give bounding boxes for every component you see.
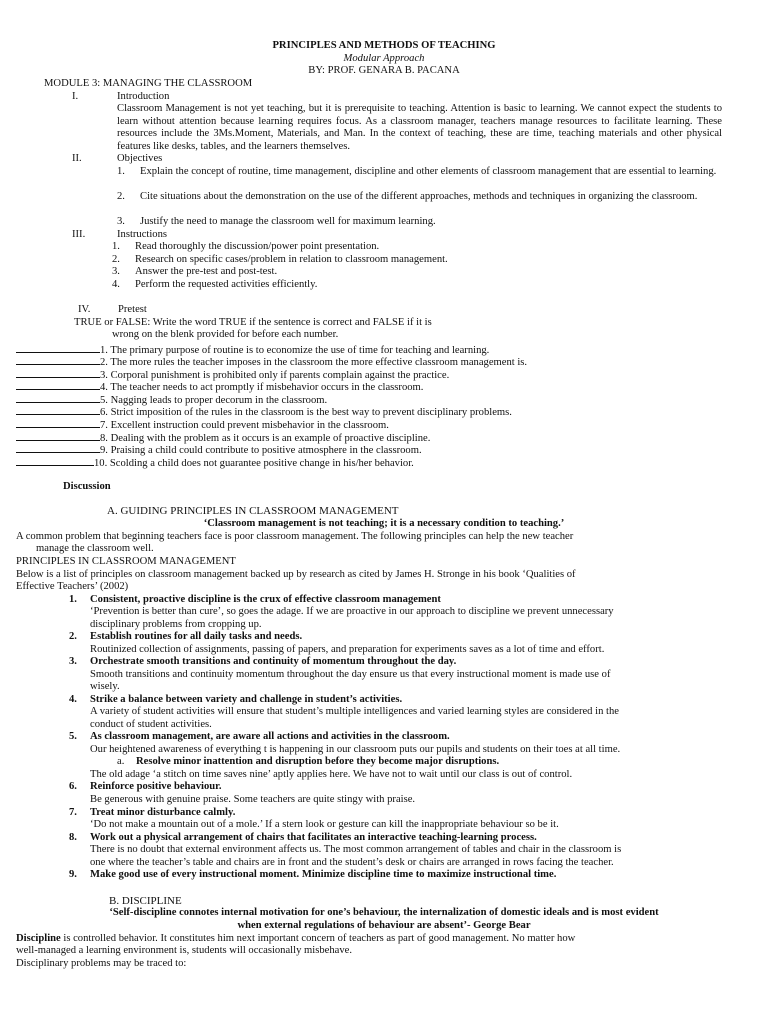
intro-line: A common problem that beginning teachers face is poor classroom management. The following principles can help the new teacher	[16, 531, 574, 542]
principle-text: Smooth transitions and continuity momentum throughout the day ensure us that every instructional moment is made use of	[90, 669, 611, 680]
instruction-text: Research on specific cases/problem in relation to classroom management.	[135, 254, 448, 265]
discipline-quote: ‘Self-discipline connotes internal motivation for one’s behaviour, the internalization of domestic ideals and is most evident	[109, 907, 659, 918]
principle-title: Consistent, proactive discipline is the crux of effective classroom management	[90, 594, 441, 605]
principle-text: ‘Do not make a mountain out of a mole.’ If a stern look or gesture can kill the inappropriate behaviour so be it.	[90, 819, 559, 830]
pretest-question: 2. The more rules the teacher imposes in the classroom the more effective classroom management is.	[16, 354, 527, 370]
principle-number: 7.	[69, 807, 77, 818]
instructions-heading: Instructions	[117, 229, 168, 240]
principle-title: Make good use of every instructional moment. Minimize discipline time to maximize instructional time.	[90, 869, 557, 880]
instruction-number: 3.	[112, 266, 120, 277]
pretest-question: 1. The primary purpose of routine is to economize the use of time for teaching and learning.	[16, 342, 489, 358]
pretest-question: 10. Scolding a child does not guarantee positive change in his/her behavior.	[16, 455, 414, 471]
pretest-question: 5. Nagging leads to proper decorum in the classroom.	[16, 392, 327, 408]
instruction-number: 4.	[112, 279, 120, 290]
pretest-question: 9. Praising a child could contribute to positive atmosphere in the classroom.	[16, 442, 422, 458]
discipline-definition: Discipline is controlled behavior. It constitutes him next important concern of teachers as part of good management. No matter how	[16, 933, 576, 944]
answer-blank[interactable]	[16, 442, 100, 453]
principle-title: Orchestrate smooth transitions and continuity of momentum throughout the day.	[90, 656, 457, 667]
pretest-instruction: wrong on the blenk provided for before each number.	[112, 329, 339, 340]
stronge-line: Below is a list of principles on classroom management backed up by research as cited by James H. Stronge in his book ‘Qualities of	[16, 569, 576, 580]
answer-blank[interactable]	[16, 379, 100, 390]
pretest-numeral: IV.	[78, 304, 91, 315]
objective-number: 2.	[117, 191, 125, 202]
intro-line: manage the classroom well.	[36, 543, 154, 554]
sub-principle-title: Resolve minor inattention and disruption before they become major disruptions.	[136, 756, 500, 767]
pretest-heading: Pretest	[118, 304, 147, 315]
section-a-heading: A. GUIDING PRINCIPLES IN CLASSROOM MANAGEMENT	[107, 505, 399, 517]
intro-heading: Introduction	[117, 91, 170, 102]
document-title: PRINCIPLES AND METHODS OF TEACHING	[272, 40, 496, 51]
principle-title: Work out a physical arrangement of chairs that facilitates an interactive teaching-learning process.	[90, 832, 537, 843]
principle-number: 9.	[69, 869, 77, 880]
answer-blank[interactable]	[16, 354, 100, 365]
discipline-quote: when external regulations of behaviour are absent’- George Bear	[237, 920, 531, 931]
principle-number: 3.	[69, 656, 77, 667]
principle-text: Our heightened awareness of everything t is happening in our classroom puts our pupils and students on their toes at all time.	[90, 744, 621, 755]
principle-text: ‘Prevention is better than cure’, so goes the adage. If we are proactive in our approach to discipline we prevent unnecessary	[90, 606, 614, 617]
objectives-numeral: II.	[72, 153, 82, 164]
principle-title: Strike a balance between variety and challenge in student’s activities.	[90, 694, 403, 705]
sub-principle-text: The old adage ‘a stitch on time saves nine’ aptly applies here. We have not to wait until our class is out of control.	[90, 769, 573, 780]
intro-numeral: I.	[72, 91, 79, 102]
principle-text: wisely.	[90, 681, 120, 692]
pretest-question: 4. The teacher needs to act promptly if misbehavior occurs in the classroom.	[16, 379, 423, 395]
objective-text: Justify the need to manage the classroom well for maximum learning.	[140, 216, 436, 227]
objective-text: Cite situations about the demonstration on the use of the different approaches, methods and techniques in organizing the classroom.	[140, 191, 698, 202]
principle-number: 8.	[69, 832, 77, 843]
discipline-definition: well-managed a learning environment is, students will occasionally misbehave.	[16, 945, 352, 956]
answer-blank[interactable]	[16, 430, 100, 441]
stronge-line: Effective Teachers’ (2002)	[16, 581, 129, 592]
principle-number: 6.	[69, 781, 77, 792]
principle-number: 2.	[69, 631, 77, 642]
instructions-numeral: III.	[72, 229, 86, 240]
document-subtitle: Modular Approach	[343, 53, 425, 64]
principle-text: Be generous with genuine praise. Some teachers are quite stingy with praise.	[90, 794, 416, 805]
pretest-question: 6. Strict imposition of the rules in the classroom is the best way to prevent disciplinary problems.	[16, 404, 512, 420]
pretest-question: 3. Corporal punishment is prohibited only if parents complain against the practice.	[16, 367, 449, 383]
section-a-quote: ‘Classroom management is not teaching; it is a necessary condition to teaching.’	[203, 518, 565, 529]
intro-paragraph: Classroom Management is not yet teaching, but it is prerequisite to teaching. Attention is basic to learning. We cannot expect the students to learn without attention because learning requires focus. As a classroom manager, teachers manage resources to facilitate learning. These resources include the 3Ms.Moment, Materials, and Man. In the context of teaching, these are time, teaching materials and other physical features like desks, tables, and the learners themselves.	[117, 103, 722, 152]
answer-blank[interactable]	[16, 455, 94, 466]
instruction-text: Perform the requested activities efficiently.	[135, 279, 318, 290]
principle-number: 1.	[69, 594, 77, 605]
principle-title: As classroom management, are aware all actions and activities in the classroom.	[90, 731, 450, 742]
objectives-heading: Objectives	[117, 153, 163, 164]
answer-blank[interactable]	[16, 417, 100, 428]
principle-title: Treat minor disturbance calmly.	[90, 807, 236, 818]
principles-heading: PRINCIPLES IN CLASSROOM MANAGEMENT	[16, 556, 236, 567]
discussion-heading: Discussion	[63, 481, 111, 492]
sub-principle-label: a.	[117, 756, 125, 767]
objective-number: 1.	[117, 166, 125, 177]
objective-number: 3.	[117, 216, 125, 227]
section-b-heading: B. DISCIPLINE	[109, 895, 182, 907]
principle-text: Routinized collection of assignments, passing of papers, and preparation for experiments saves as a lot of time and effort.	[90, 644, 605, 655]
answer-blank[interactable]	[16, 392, 100, 403]
answer-blank[interactable]	[16, 367, 100, 378]
principle-text: disciplinary problems from cropping up.	[90, 619, 262, 630]
instruction-text: Read thoroughly the discussion/power point presentation.	[135, 241, 380, 252]
discipline-traced: Disciplinary problems may be traced to:	[16, 958, 187, 969]
document-author: BY: PROF. GENARA B. PACANA	[308, 65, 460, 76]
pretest-question: 8. Dealing with the problem as it occurs is an example of proactive discipline.	[16, 430, 430, 446]
principle-text: A variety of student activities will ensure that student’s multiple intelligences and varied learning styles are considered in the	[90, 706, 619, 717]
objective-text: Explain the concept of routine, time management, discipline and other elements of classroom management that are essential to learning.	[140, 166, 717, 177]
pretest-instruction: TRUE or FALSE: Write the word TRUE if the sentence is correct and FALSE if it is	[74, 317, 432, 328]
instruction-number: 2.	[112, 254, 120, 265]
pretest-question: 7. Excellent instruction could prevent misbehavior in the classroom.	[16, 417, 389, 433]
principle-number: 4.	[69, 694, 77, 705]
answer-blank[interactable]	[16, 404, 100, 415]
instruction-text: Answer the pre-test and post-test.	[135, 266, 278, 277]
instruction-number: 1.	[112, 241, 120, 252]
module-title: MODULE 3: MANAGING THE CLASSROOM	[44, 78, 253, 89]
principle-text: There is no doubt that external environment affects us. The most common arrangement of tables and chair in the classroom is	[90, 844, 622, 855]
principle-text: one where the teacher’s table and chairs are in front and the student’s desk or chairs are arranged in rows facing the teacher.	[90, 857, 614, 868]
answer-blank[interactable]	[16, 342, 100, 353]
principle-title: Establish routines for all daily tasks and needs.	[90, 631, 303, 642]
principle-number: 5.	[69, 731, 77, 742]
principle-text: conduct of student activities.	[90, 719, 212, 730]
principle-title: Reinforce positive behaviour.	[90, 781, 222, 792]
